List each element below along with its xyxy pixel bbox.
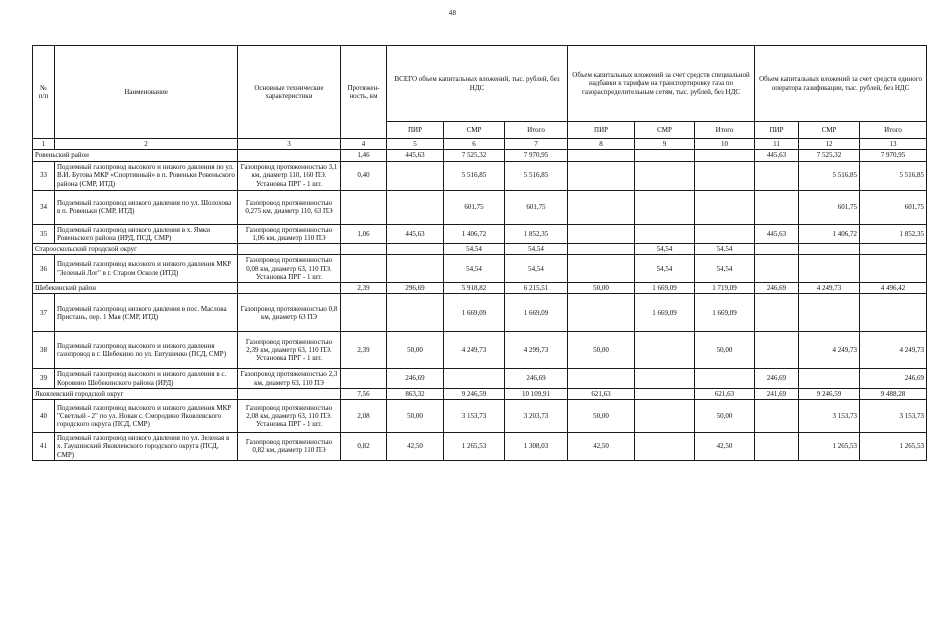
value-cell: 9 246,59 <box>444 388 505 399</box>
investment-table <box>32 45 927 461</box>
section-row <box>33 150 927 161</box>
value-cell: 50,00 <box>387 332 444 369</box>
value-cell: 42,50 <box>387 433 444 461</box>
value-cell: 50,00 <box>695 400 755 433</box>
length-cell: 1,46 <box>341 150 387 161</box>
sub-pir: ПИР <box>387 122 444 139</box>
value-cell: 1 669,09 <box>444 294 505 332</box>
value-cell: 54,54 <box>444 244 505 255</box>
object-name: Подземный газопровод высокого и низкого давления по ул. В.И. Бутова МКР «Спортивный» в п. Ровеньки Ровеньского района (СМР, ИТД) <box>55 161 238 190</box>
table-row <box>33 369 927 389</box>
col-number: 12 <box>799 139 860 150</box>
value-cell: 7 970,95 <box>860 150 927 161</box>
value-cell <box>444 369 505 389</box>
sub-smr: СМР <box>799 122 860 139</box>
tech-cell <box>238 244 341 255</box>
value-cell <box>695 224 755 244</box>
col-number: 3 <box>238 139 341 150</box>
sub-pir: ПИР <box>755 122 799 139</box>
value-cell <box>755 255 799 283</box>
value-cell: 4 249,73 <box>860 332 927 369</box>
value-cell: 50,00 <box>568 283 635 294</box>
value-cell <box>635 150 695 161</box>
section-name: Ровеньский район <box>33 150 238 161</box>
col-number: 9 <box>635 139 695 150</box>
value-cell <box>568 161 635 190</box>
length-cell: 1,06 <box>341 224 387 244</box>
value-cell <box>755 400 799 433</box>
tech-cell <box>238 283 341 294</box>
value-cell: 246,69 <box>387 369 444 389</box>
value-cell <box>568 244 635 255</box>
value-cell <box>387 161 444 190</box>
object-name: Подземный газопровод низкого давления по ул. Зеленая в х. Гаушинский Яковлевского городского округа (ПСД, СМР) <box>55 433 238 461</box>
value-cell: 1 852,35 <box>860 224 927 244</box>
value-cell: 5 516,85 <box>444 161 505 190</box>
length-cell: 7,56 <box>341 388 387 399</box>
section-name: Шебекинский район <box>33 283 238 294</box>
value-cell: 246,69 <box>860 369 927 389</box>
value-cell: 42,50 <box>568 433 635 461</box>
length-cell: 2,39 <box>341 283 387 294</box>
header-row <box>33 46 927 122</box>
value-cell <box>695 190 755 224</box>
value-cell: 54,54 <box>505 255 568 283</box>
value-cell: 10 109,91 <box>505 388 568 399</box>
header-total: ВСЕГО объем капитальных вложений, тыс. рублей, без НДС <box>387 46 568 122</box>
tech-characteristics: Газопровод протяженностью 0,82 км, диаметр 110 ПЭ <box>238 433 341 461</box>
tech-characteristics: Газопровод протяженностью 0,08 км, диаметр 63, 110 ПЭ. Установка ПРГ - 1 шт. <box>238 255 341 283</box>
value-cell: 7 525,32 <box>444 150 505 161</box>
section-row <box>33 244 927 255</box>
value-cell <box>387 190 444 224</box>
value-cell <box>755 332 799 369</box>
value-cell: 1 308,03 <box>505 433 568 461</box>
row-number: 36 <box>33 255 55 283</box>
sub-smr: СМР <box>635 122 695 139</box>
object-name: Подземный газопровод высокого и низкого давления газопровод в г. Шебекино по ул. Евтушенко (ПСД, СМР) <box>55 332 238 369</box>
value-cell: 1 669,09 <box>505 294 568 332</box>
object-name: Подземный газопровод высокого и низкого давления в с. Коровино Шебекинского района (ИРД) <box>55 369 238 389</box>
col-number: 13 <box>860 139 927 150</box>
header-special: Объем капитальных вложений за счет средств специальной надбавки к тарифам на транспортировку газа по газораспределительным сетям, тыс. рублей, без НДС <box>568 46 755 122</box>
value-cell: 50,00 <box>695 332 755 369</box>
value-cell <box>695 161 755 190</box>
value-cell: 601,75 <box>505 190 568 224</box>
value-cell: 54,54 <box>444 255 505 283</box>
col-number: 10 <box>695 139 755 150</box>
row-number: 35 <box>33 224 55 244</box>
section-name: Яковлевский городской округ <box>33 388 238 399</box>
page-number: 48 <box>448 9 457 17</box>
column-number-row <box>33 139 927 150</box>
value-cell: 54,54 <box>635 244 695 255</box>
value-cell <box>387 244 444 255</box>
value-cell: 54,54 <box>505 244 568 255</box>
object-name: Подземный газопровод высокого и низкого давления МКР "Светлый - 2" по ул. Новая с. Смородино Яковлевского городского округа (ПСД, СМР) <box>55 400 238 433</box>
value-cell <box>635 433 695 461</box>
tech-characteristics: Газопровод протяженностью 0,275 км, диаметр 110, 63 ПЭ <box>238 190 341 224</box>
value-cell: 42,50 <box>695 433 755 461</box>
object-name: Подземный газопровод низкого давления по ул. Шолохова в п. Ровеньки (СМР, ИТД) <box>55 190 238 224</box>
sub-smr: СМР <box>444 122 505 139</box>
value-cell <box>568 369 635 389</box>
value-cell <box>635 161 695 190</box>
length-cell <box>341 244 387 255</box>
value-cell <box>755 294 799 332</box>
value-cell: 1 265,53 <box>799 433 860 461</box>
value-cell <box>635 388 695 399</box>
value-cell <box>387 255 444 283</box>
header-operator: Объем капитальных вложений за счет средств единого оператора газификации, тыс. рублей, без НДС <box>755 46 927 122</box>
value-cell <box>568 150 635 161</box>
row-number: 34 <box>33 190 55 224</box>
value-cell: 445,63 <box>387 224 444 244</box>
row-number: 40 <box>33 400 55 433</box>
value-cell <box>635 224 695 244</box>
row-number: 41 <box>33 433 55 461</box>
value-cell: 50,00 <box>568 332 635 369</box>
value-cell: 601,75 <box>444 190 505 224</box>
length-cell: 2,39 <box>341 332 387 369</box>
value-cell: 246,69 <box>505 369 568 389</box>
section-row <box>33 388 927 399</box>
value-cell <box>635 190 695 224</box>
value-cell <box>755 190 799 224</box>
value-cell <box>568 190 635 224</box>
value-cell: 1 669,09 <box>635 283 695 294</box>
value-cell: 246,69 <box>755 369 799 389</box>
value-cell <box>568 224 635 244</box>
value-cell: 1 406,72 <box>444 224 505 244</box>
value-cell <box>860 244 927 255</box>
value-cell <box>860 255 927 283</box>
value-cell: 601,75 <box>860 190 927 224</box>
value-cell: 1 406,72 <box>799 224 860 244</box>
table-row <box>33 332 927 369</box>
value-cell: 4 299,73 <box>505 332 568 369</box>
value-cell: 50,00 <box>387 400 444 433</box>
sub-total: Итого <box>505 122 568 139</box>
value-cell: 4 249,73 <box>799 332 860 369</box>
value-cell: 863,32 <box>387 388 444 399</box>
value-cell: 3 153,73 <box>444 400 505 433</box>
tech-characteristics: Газопровод протяженностью 2,3 км, диаметр 63, 110 ПЭ <box>238 369 341 389</box>
length-cell: 2,08 <box>341 400 387 433</box>
value-cell <box>755 244 799 255</box>
table-row <box>33 190 927 224</box>
tech-characteristics: Газопровод протяженностью 0,8 км, диаметр 63 ПЭ <box>238 294 341 332</box>
value-cell: 4 249,73 <box>444 332 505 369</box>
col-number: 2 <box>55 139 238 150</box>
value-cell: 54,54 <box>635 255 695 283</box>
tech-characteristics: Газопровод протяженностью 3,1 км, диаметр 110, 160 ПЭ. Установка ПРГ - 1 шт. <box>238 161 341 190</box>
value-cell <box>799 369 860 389</box>
value-cell <box>568 294 635 332</box>
value-cell: 7 525,32 <box>799 150 860 161</box>
table-row <box>33 400 927 433</box>
value-cell: 1 669,09 <box>695 294 755 332</box>
value-cell <box>799 255 860 283</box>
value-cell: 5 918,82 <box>444 283 505 294</box>
length-cell <box>341 190 387 224</box>
row-number: 39 <box>33 369 55 389</box>
tech-characteristics: Газопровод протяженностью 1,06 км, диаметр 110 ПЭ <box>238 224 341 244</box>
length-cell: 0,40 <box>341 161 387 190</box>
object-name: Подземный газопровод высокого и низкого давления МКР "Зеленый Лог" в г. Старом Осколе (ИТД) <box>55 255 238 283</box>
value-cell: 445,63 <box>755 150 799 161</box>
sub-total: Итого <box>695 122 755 139</box>
value-cell: 445,63 <box>755 224 799 244</box>
value-cell: 621,63 <box>695 388 755 399</box>
value-cell: 54,54 <box>695 255 755 283</box>
col-number: 8 <box>568 139 635 150</box>
table-row <box>33 224 927 244</box>
tech-characteristics: Газопровод протяженностью 2,39 км, диаметр 63, 110 ПЭ. Установка ПРГ - 1 шт. <box>238 332 341 369</box>
value-cell: 3 203,73 <box>505 400 568 433</box>
value-cell <box>387 294 444 332</box>
value-cell: 601,75 <box>799 190 860 224</box>
col-number: 4 <box>341 139 387 150</box>
header-length: Протяжен-ность, км <box>341 46 387 139</box>
value-cell <box>695 369 755 389</box>
table-row <box>33 433 927 461</box>
value-cell: 7 970,95 <box>505 150 568 161</box>
object-name: Подземный газопровод низкого давления в х. Ямки Ровеньского района (ИРД, ПСД, СМР) <box>55 224 238 244</box>
length-cell <box>341 294 387 332</box>
value-cell: 3 153,73 <box>799 400 860 433</box>
tech-cell <box>238 150 341 161</box>
value-cell <box>695 150 755 161</box>
value-cell: 9 246,59 <box>799 388 860 399</box>
sub-pir: ПИР <box>568 122 635 139</box>
tech-cell <box>238 388 341 399</box>
col-number: 5 <box>387 139 444 150</box>
length-cell <box>341 255 387 283</box>
value-cell: 6 215,51 <box>505 283 568 294</box>
value-cell: 4 249,73 <box>799 283 860 294</box>
value-cell <box>568 255 635 283</box>
col-number: 11 <box>755 139 799 150</box>
value-cell <box>635 369 695 389</box>
col-number: 1 <box>33 139 55 150</box>
row-number: 37 <box>33 294 55 332</box>
sub-total: Итого <box>860 122 927 139</box>
row-number: 33 <box>33 161 55 190</box>
table-row <box>33 161 927 190</box>
value-cell <box>860 294 927 332</box>
header-name: Наименование <box>55 46 238 139</box>
value-cell: 241,69 <box>755 388 799 399</box>
value-cell: 3 153,73 <box>860 400 927 433</box>
value-cell: 1 265,53 <box>444 433 505 461</box>
value-cell <box>635 400 695 433</box>
value-cell: 50,00 <box>568 400 635 433</box>
value-cell: 5 516,85 <box>860 161 927 190</box>
section-name: Старооскольский городской округ <box>33 244 238 255</box>
row-number: 38 <box>33 332 55 369</box>
value-cell: 1 265,53 <box>860 433 927 461</box>
value-cell: 5 516,85 <box>505 161 568 190</box>
value-cell <box>635 332 695 369</box>
table-row <box>33 255 927 283</box>
value-cell: 1 669,09 <box>635 294 695 332</box>
value-cell: 9 488,28 <box>860 388 927 399</box>
length-cell: 0,82 <box>341 433 387 461</box>
length-cell <box>341 369 387 389</box>
value-cell <box>799 244 860 255</box>
value-cell: 445,63 <box>387 150 444 161</box>
value-cell: 296,69 <box>387 283 444 294</box>
value-cell: 4 496,42 <box>860 283 927 294</box>
value-cell: 1 719,09 <box>695 283 755 294</box>
value-cell: 621,63 <box>568 388 635 399</box>
value-cell <box>755 433 799 461</box>
header-tech: Основные технические характеристики <box>238 46 341 139</box>
value-cell: 54,54 <box>695 244 755 255</box>
col-number: 7 <box>505 139 568 150</box>
tech-characteristics: Газопровод протяженностью 2,08 км, диаметр 63, 110 ПЭ. Установка ПРГ - 1 шт. <box>238 400 341 433</box>
header-num: № п/п <box>33 46 55 139</box>
value-cell: 5 516,85 <box>799 161 860 190</box>
object-name: Подземный газопровод низкого давления в пос. Маслова Пристань, пер. 1 Мая (СМР, ИТД) <box>55 294 238 332</box>
value-cell <box>755 161 799 190</box>
value-cell: 1 852,35 <box>505 224 568 244</box>
value-cell: 246,69 <box>755 283 799 294</box>
table-row <box>33 294 927 332</box>
col-number: 6 <box>444 139 505 150</box>
section-row <box>33 283 927 294</box>
value-cell <box>799 294 860 332</box>
